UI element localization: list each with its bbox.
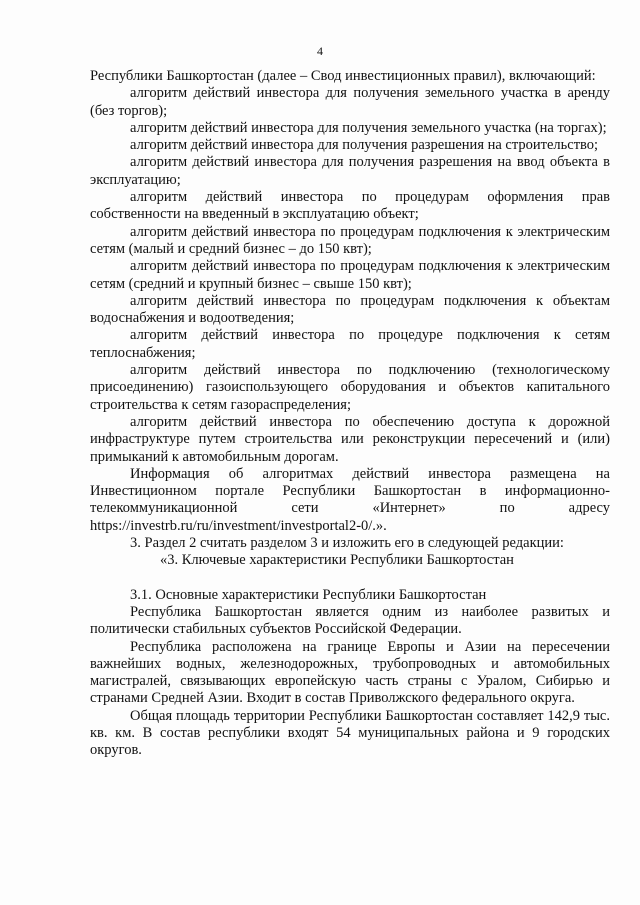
paragraph: Общая площадь территории Республики Башкортостан составляет 142,9 тыс. кв. км. В состав республики входят 54 муниципальных района и 9 городских округов. — [90, 707, 610, 759]
section-heading: «3. Ключевые характеристики Республики Башкортостан — [160, 552, 514, 569]
page-number: 4 — [317, 44, 323, 58]
document-body — [90, 68, 610, 760]
paragraph: алгоритм действий инвестора для получения разрешения на ввод объекта в эксплуатацию; — [90, 154, 610, 188]
paragraph: Республика расположена на границе Европы и Азии на пересечении важнейших водных, железнодорожных, трубопроводных и автомобильных магистралей, связывающих европейскую часть страны с Уралом, Сибирью и странами Средней Азии. Входит в состав Приволжского федерального округа. — [90, 638, 610, 707]
subsection-heading: 3.1. Основные характеристики Республики Башкортостан — [130, 586, 487, 603]
paragraph: алгоритм действий инвестора по процедурам подключения к электрическим сетям (средний и крупный бизнес – свыше 150 квт); — [90, 258, 610, 292]
paragraph: алгоритм действий инвестора по обеспечению доступа к дорожной инфраструктуре путем строительства или реконструкции пересечений и (или) примыканий к автомобильным дорогам. — [90, 413, 610, 465]
paragraph: алгоритм действий инвестора по процедурам подключения к электрическим сетям (малый и средний бизнес – до 150 квт); — [90, 223, 610, 257]
paragraph: алгоритм действий инвестора для получения разрешения на строительство; — [130, 137, 599, 154]
paragraph: алгоритм действий инвестора по процедурам подключения к объектам водоснабжения и водоотведения; — [90, 292, 610, 327]
paragraph: алгоритм действий инвестора по процедурам оформления прав собственности на введенный в эксплуатацию объект; — [90, 189, 610, 223]
paragraph: 3. Раздел 2 считать разделом 3 и изложить его в следующей редакции: — [130, 535, 564, 552]
paragraph: Республика Башкортостан является одним из наиболее развитых и политически стабильных субъектов Российской Федерации. — [90, 603, 610, 638]
paragraph: Информация об алгоритмах действий инвестора размещена на Инвестиционном портале Республики Башкортостан в информационно-телекоммуникационной сети «Интернет» по адресу https://investrb.ru/ru/investment/investportal2-0/.». — [90, 465, 610, 534]
paragraph: алгоритм действий инвестора для получения земельного участка (на торгах); — [130, 119, 607, 136]
paragraph: алгоритм действий инвестора по подключению (технологическому присоединению) газоиспользующего оборудования и объектов капитального строительства к сетям газораспределения; — [90, 362, 610, 413]
paragraph: алгоритм действий инвестора для получения земельного участка в аренду (без торгов); — [90, 85, 610, 119]
paragraph: Республики Башкортостан (далее – Свод инвестиционных правил), включающий: — [90, 68, 596, 84]
paragraph: алгоритм действий инвестора по процедуре подключения к сетям теплоснабжения; — [90, 327, 610, 361]
